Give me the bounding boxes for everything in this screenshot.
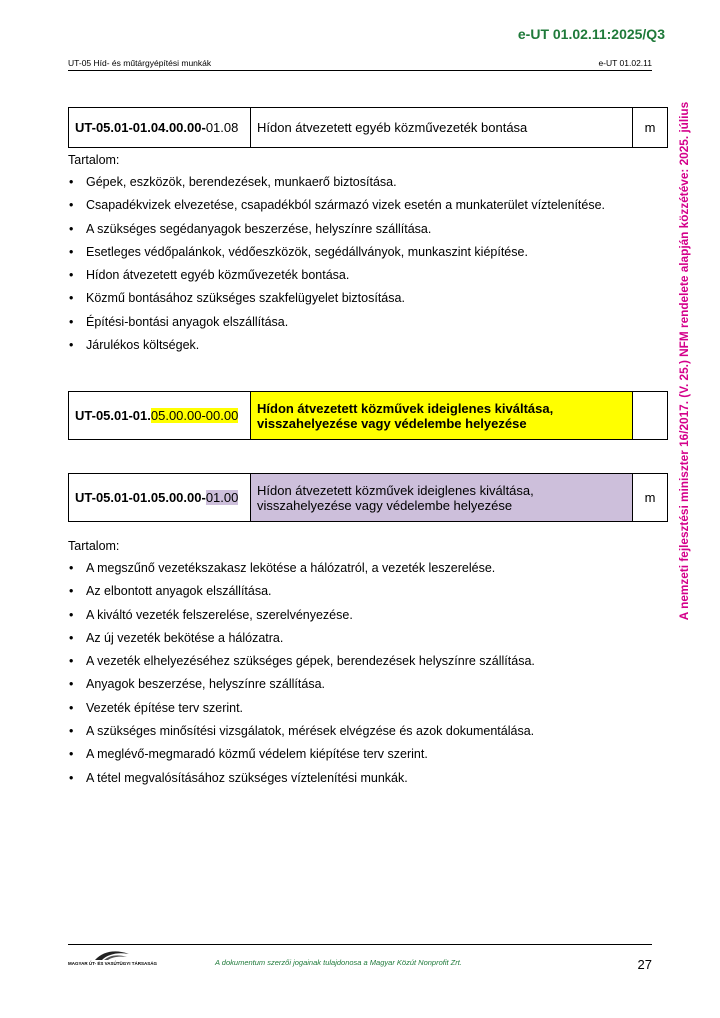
content-section-1	[68, 153, 668, 359]
page-number: 27	[637, 957, 652, 972]
list-item: • Anyagok beszerzése, helyszínre szállítása.	[68, 675, 668, 698]
content-list	[68, 559, 668, 792]
content-list	[68, 173, 668, 359]
item-code-cell	[69, 392, 251, 440]
list-item: • Csapadékvizek elvezetése, csapadékból származó vizek esetén a munkaterület víztelenítése.	[68, 196, 668, 219]
item-code-cell	[69, 474, 251, 522]
item-unit-cell	[633, 108, 668, 148]
list-item: • A szükséges segédanyagok beszerzése, helyszínre szállítása.	[68, 220, 668, 243]
header-doc-id: e-UT 01.02.11	[598, 58, 652, 68]
item-code-highlight: 05.00.00-00.00	[150, 408, 239, 423]
section-label: Tartalom:	[68, 539, 120, 553]
list-item: • A tétel megvalósításához szükséges víztelenítési munkák.	[68, 769, 668, 792]
footer-divider	[68, 944, 652, 945]
item-unit: m	[644, 490, 656, 505]
item-title-line-1: Hídon átvezetett közművek ideiglenes kiváltása,	[257, 482, 534, 498]
list-item: • Vezeték építése terv szerint.	[68, 699, 668, 722]
list-item: • Építési-bontási anyagok elszállítása.	[68, 313, 668, 336]
footer-copyright: A dokumentum szerzői jogainak tulajdonosa a Magyar Közút Nonprofit Zrt.	[215, 958, 462, 967]
list-item: • Közmű bontásához szükséges szakfelügyelet biztosítása.	[68, 289, 668, 312]
list-item: • Járulékos költségek.	[68, 336, 668, 359]
content-section-2	[68, 539, 668, 792]
item-code-main: UT-05.01-01.04.00.00-	[75, 120, 206, 135]
item-table-3	[68, 473, 668, 522]
list-item: • Gépek, eszközök, berendezések, munkaerő biztosítása.	[68, 173, 668, 196]
list-item: • A megszűnő vezetékszakasz lekötése a hálózatról, a vezeték leszerelése.	[68, 559, 668, 582]
item-unit: m	[644, 120, 656, 135]
list-item: • A meglévő-megmaradó közmű védelem kiépítése terv szerint.	[68, 745, 668, 768]
list-item: • Hídon átvezetett egyéb közművezeték bontása.	[68, 266, 668, 289]
item-unit-cell	[633, 392, 668, 440]
item-title-line-1: Hídon átvezetett közművek ideiglenes kiváltása,	[257, 400, 554, 416]
item-code-prefix: UT-05.01-01.05.00.00-	[75, 490, 206, 505]
list-item: • Az elbontott anyagok elszállítása.	[68, 582, 668, 605]
list-item: • A kiváltó vezeték felszerelése, szerelvényezése.	[68, 606, 668, 629]
item-code-cell	[69, 108, 251, 148]
item-code-tail: 01.08	[205, 120, 239, 135]
header-chapter-title: UT-05 Híd- és műtárgyépítési munkák	[68, 58, 212, 68]
document-code: e-UT 01.02.11:2025/Q3	[517, 26, 665, 42]
section-label: Tartalom:	[68, 153, 120, 167]
side-publication-note	[676, 96, 692, 626]
item-title-cell	[251, 474, 633, 522]
list-item: • A vezeték elhelyezéséhez szükséges gépek, berendezések helyszínre szállítása.	[68, 652, 668, 675]
item-title-cell	[251, 392, 633, 440]
item-title: Hídon átvezetett egyéb közművezeték bontása	[257, 120, 528, 135]
item-table-1	[68, 107, 668, 148]
side-note-text: A nemzeti fejlesztési miniszter 16/2017. (V. 25.) NFM rendelete alapján közzétéve: 2025. július	[677, 101, 691, 621]
footer-logo-text: MAGYAR ÚT- ÉS VASÚTÜGYI TÁRSASÁG	[68, 961, 158, 966]
item-table-2	[68, 391, 668, 440]
list-item: • Az új vezeték bekötése a hálózatra.	[68, 629, 668, 652]
item-title-line-2: visszahelyezése vagy védelembe helyezése	[257, 497, 513, 513]
header-divider	[68, 70, 652, 71]
item-unit-cell	[633, 474, 668, 522]
item-code-highlight: 01.00	[205, 490, 239, 505]
item-title-line-2: visszahelyezése vagy védelembe helyezése	[257, 415, 527, 431]
list-item: • A szükséges minősítési vizsgálatok, mérések elvégzése és azok dokumentálása.	[68, 722, 668, 745]
footer-logo	[68, 949, 168, 971]
item-code-prefix: UT-05.01-01.	[75, 408, 151, 423]
item-title-cell	[251, 108, 633, 148]
list-item: • Esetleges védőpalánkok, védőeszközök, segédállványok, munkaszint kiépítése.	[68, 243, 668, 266]
